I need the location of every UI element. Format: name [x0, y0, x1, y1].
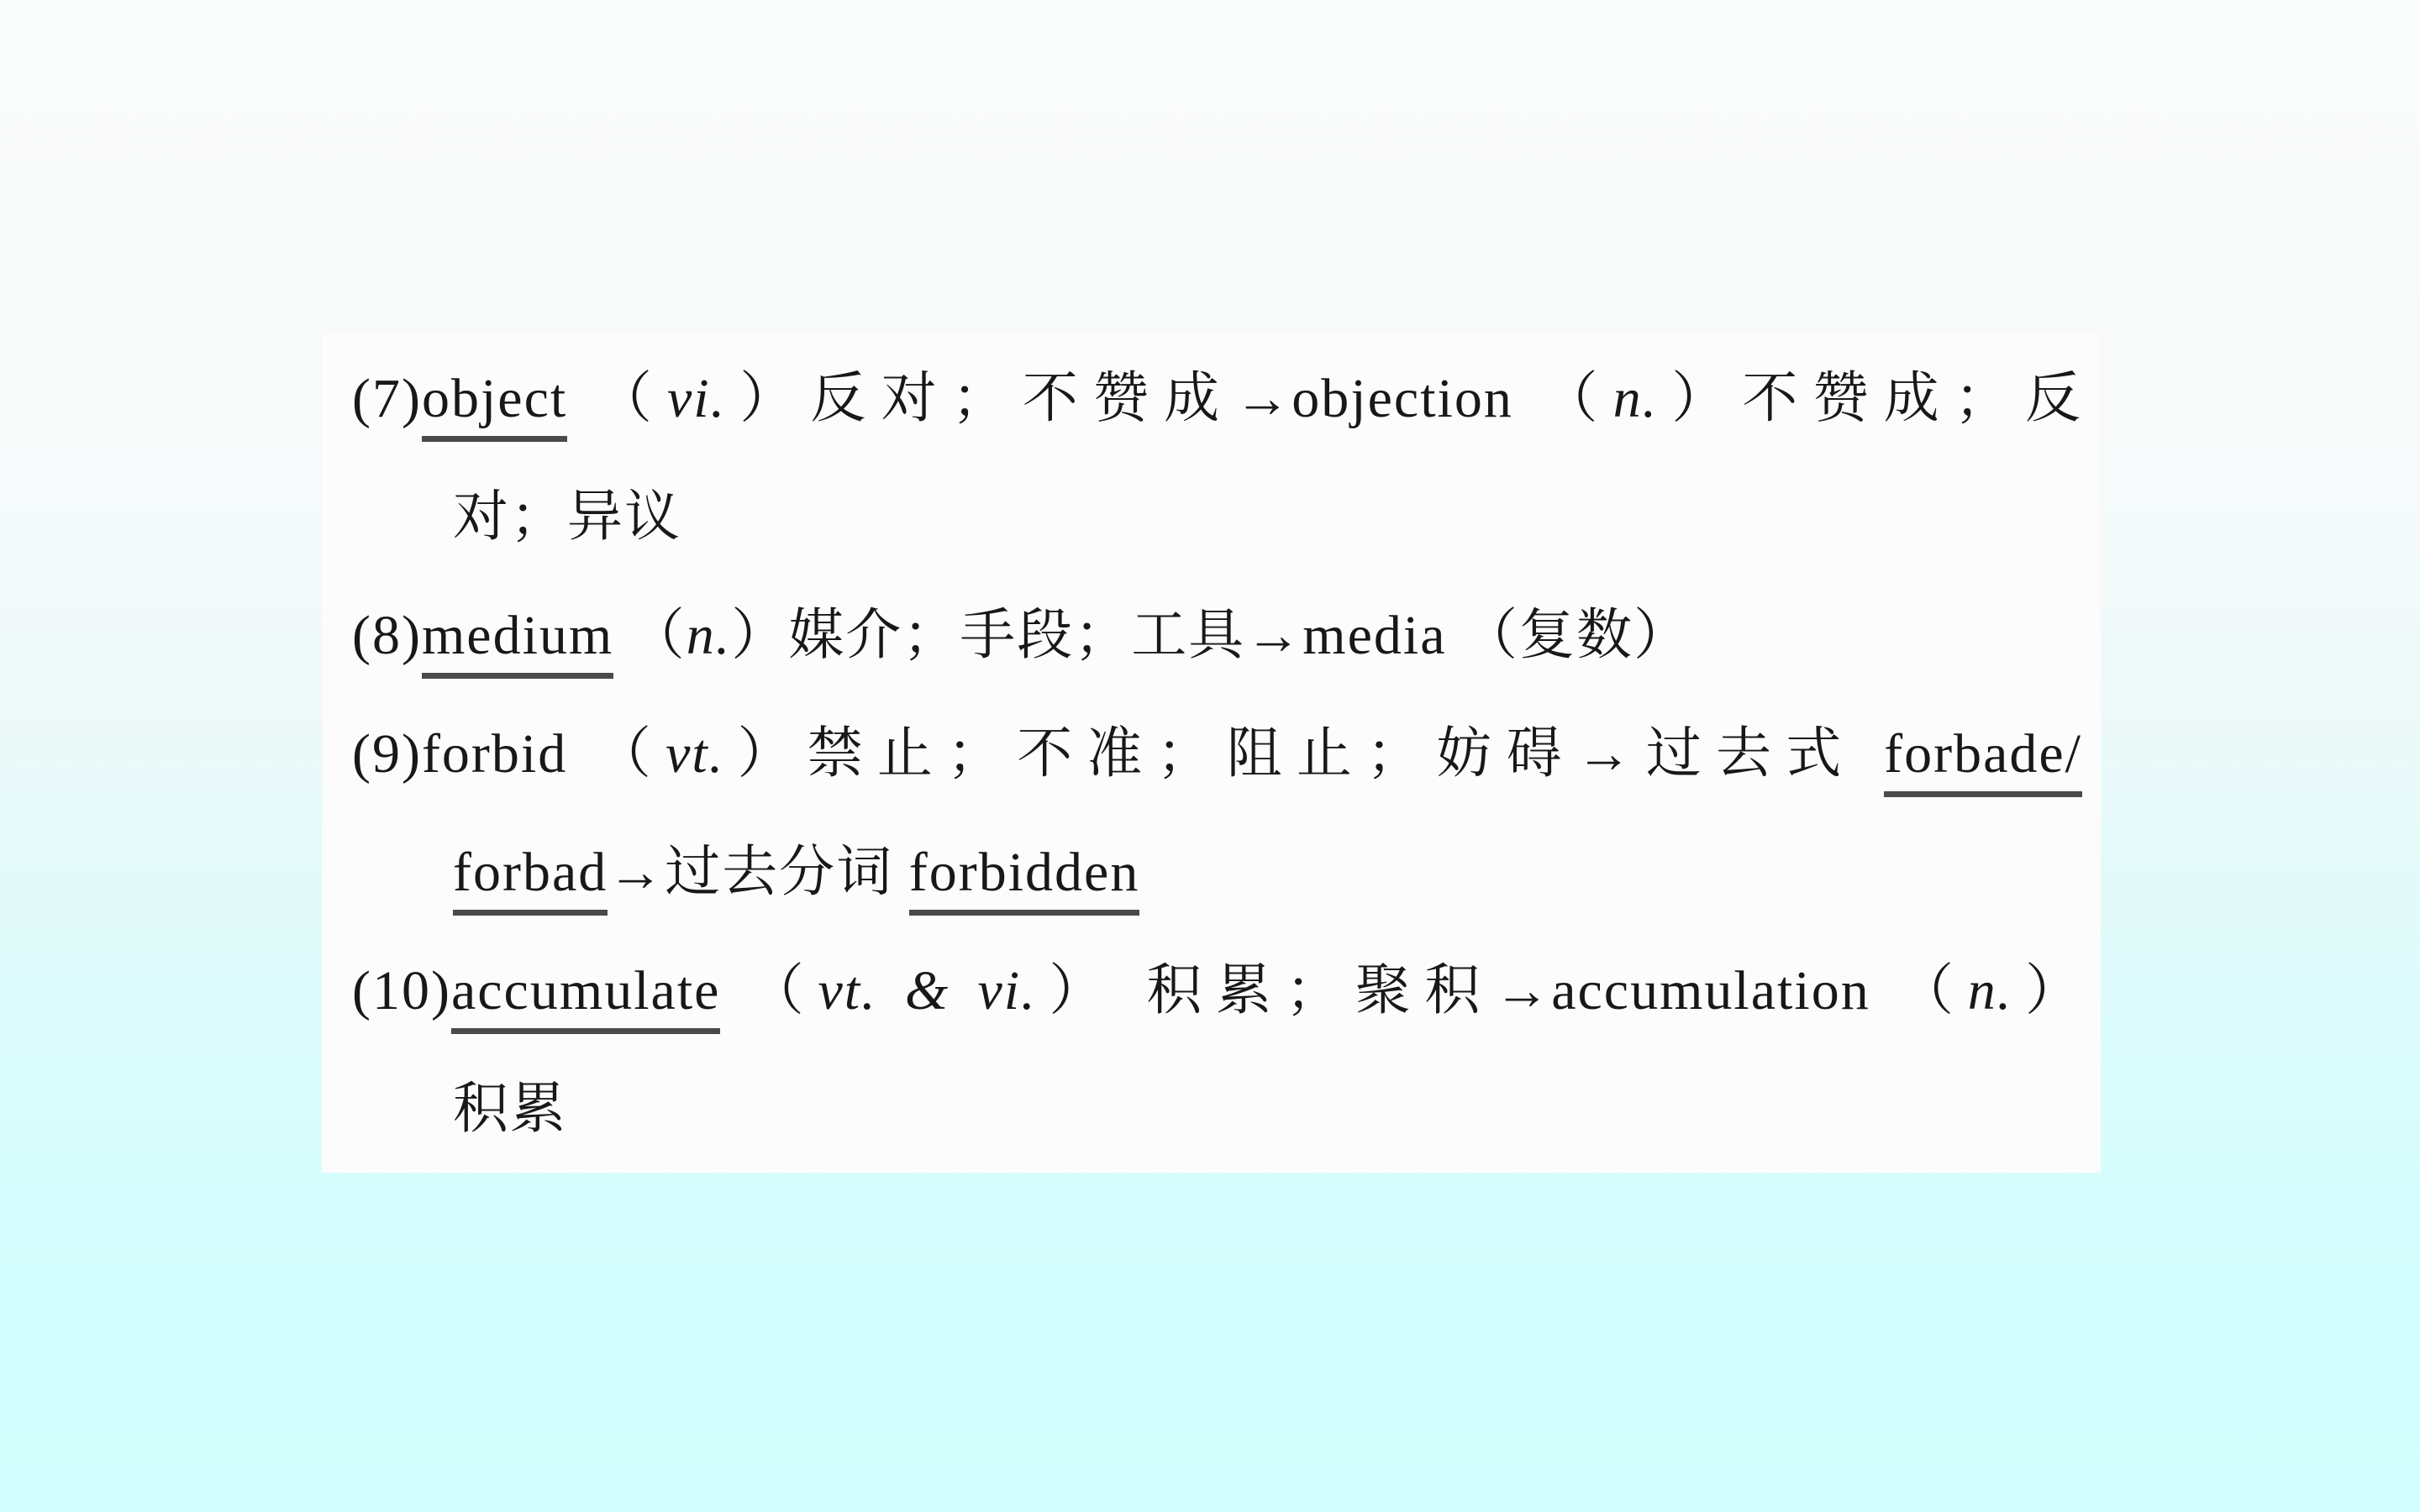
underlined-word: accumulate: [451, 960, 720, 1034]
vocab-card: [322, 334, 2101, 1173]
text-run: （: [613, 605, 687, 666]
pos-abbreviation: n.: [1967, 960, 2013, 1021]
pos-abbreviation: n.: [686, 605, 732, 666]
pos-abbreviation: vt. & vi.: [818, 960, 1037, 1021]
underlined-word: forbad: [453, 842, 608, 916]
text-run: (8): [352, 605, 422, 666]
text-run: →过去分词: [608, 842, 909, 903]
vocab-line-1: [352, 339, 2082, 458]
text-run: ）媒介；手段；工具→media （复数）: [731, 605, 1691, 666]
vocab-line-3: [352, 576, 2082, 695]
vocab-list: [322, 334, 2101, 1173]
vocab-line-7: [352, 1050, 2082, 1168]
pos-abbreviation: vi.: [667, 368, 727, 429]
underlined-word: medium: [422, 605, 613, 679]
text-run: 对；异议: [453, 486, 681, 548]
pos-abbreviation: n.: [1612, 368, 1659, 429]
text-run: ）: [2012, 960, 2083, 1021]
vocab-line-6: [352, 932, 2082, 1050]
vocab-line-5: [352, 813, 2082, 932]
text-run: (7): [352, 368, 422, 429]
pos-abbreviation: vt.: [666, 723, 725, 785]
underlined-word: object: [422, 368, 567, 442]
text-run: (9)forbid （: [352, 723, 666, 785]
vocab-line-2: [352, 458, 2082, 576]
underlined-word: forbade/: [1884, 723, 2082, 797]
text-run: ）禁止；不准；阻止；妨碍→过去式: [724, 723, 1885, 785]
text-run: 积累: [453, 1079, 567, 1140]
vocab-line-4: [352, 695, 2082, 813]
text-run: ）反对；不赞成→objection （: [726, 368, 1613, 429]
text-run: （: [567, 368, 668, 429]
text-run: ） 积累；聚积→accumulation （: [1036, 960, 1968, 1021]
text-run: （: [720, 960, 818, 1021]
text-run: ）不赞成；反: [1658, 368, 2082, 429]
underlined-word: forbidden: [909, 842, 1140, 916]
text-run: (10): [352, 960, 451, 1021]
